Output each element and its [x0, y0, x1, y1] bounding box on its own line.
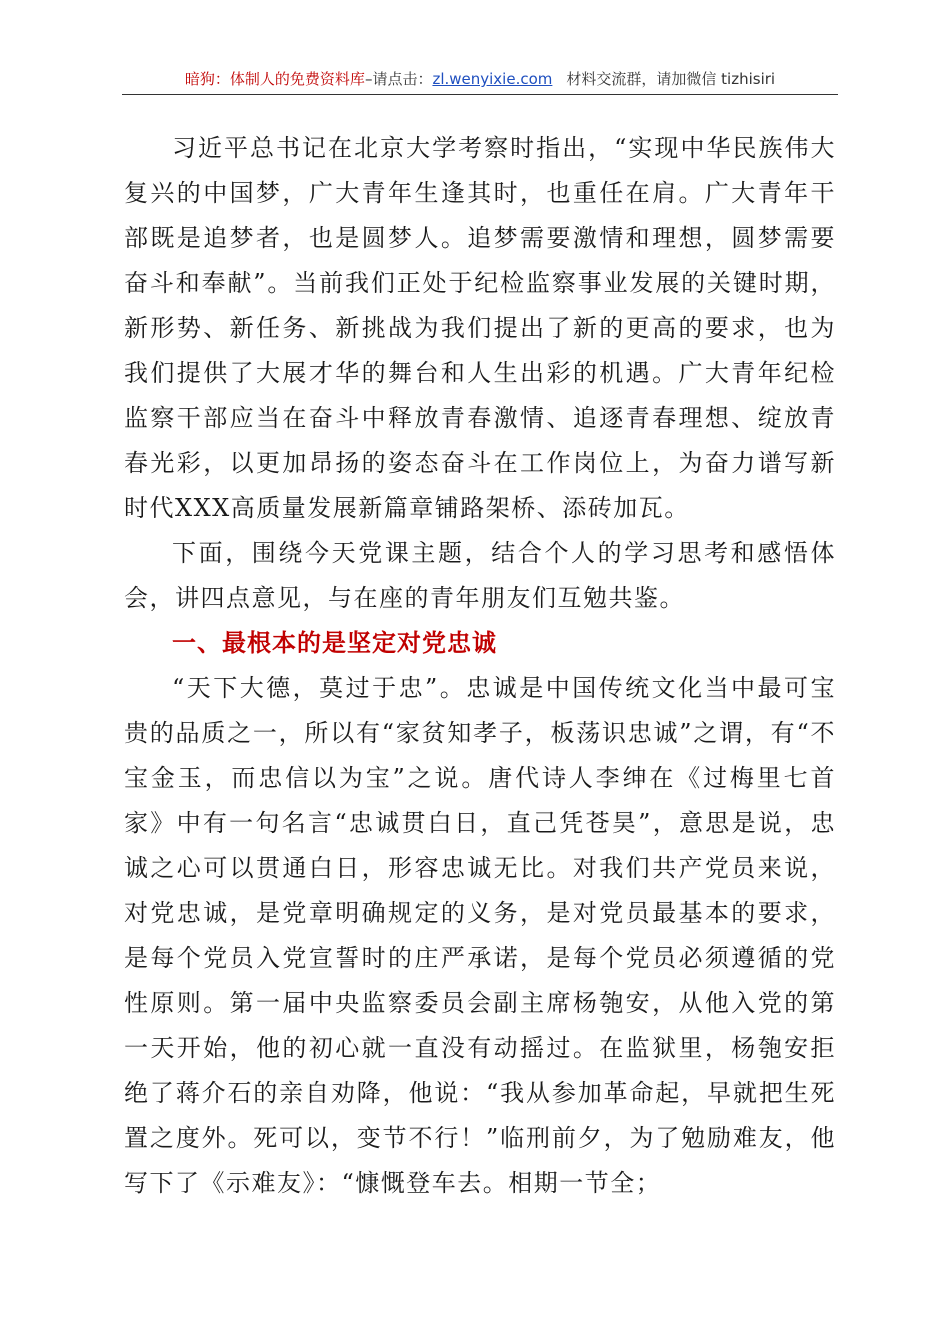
- header-prompt: –请点击：: [364, 70, 433, 88]
- paragraph-outline: 下面，围绕今天党课主题，结合个人的学习思考和感悟体会，讲四点意见，与在座的青年朋友们互勉共鉴。: [124, 539, 836, 612]
- header-brand: 暗狗：体制人的免费资料库: [184, 70, 365, 88]
- paragraph-loyalty: “天下大德，莫过于忠”。忠诚是中国传统文化当中最可宝贵的品质之一，所以有“家贫知孝子，板荡识忠诚”之谓，有“不宝金玉，而忠信以为宝”之说。唐代诗人李绅在《过梅里七首家》中有一句名言“忠诚贯白日，直己凭苍昊”，意思是说，忠诚之心可以贯通白日，形容忠诚无比。对我们共产党员来说，对党忠诚，是党章明确规定的义务，是对党员最基本的要求，是每个党员入党宣誓时的庄严承诺，是每个党员必须遵循的党性原则。第一届中央监察委员会副主席杨匏安，从他入党的第一天开始，他的初心就一直没有动摇过。在监狱里，杨匏安拒绝了蒋介石的亲自劝降，他说：“我从参加革命起，早就把生死置之度外。死可以，变节不行！”临刑前夕，为了勉励难友，他写下了《示难友》：“慷慨登车去。相期一节全；: [124, 674, 836, 1197]
- section-heading-1: 一、最根本的是坚定对党忠诚: [172, 629, 497, 657]
- paragraph-intro: 习近平总书记在北京大学考察时指出，“实现中华民族伟大复兴的中国梦，广大青年生逢其时，也重任在肩。广大青年干部既是追梦者，也是圆梦人。追梦需要激情和理想，圆梦需要奋斗和奉献”。当前我们正处于纪检监察事业发展的关键时期，新形势、新任务、新挑战为我们提出了新的更高的要求，也为我们提供了大展才华的舞台和人生出彩的机遇。广大青年纪检监察干部应当在奋斗中释放青春激情、追逐青春理想、绽放青春光彩，以更加昂扬的姿态奋斗在工作岗位上，为奋力谱写新时代XXX高质量发展新篇章铺路架桥、添砖加瓦。: [124, 134, 836, 522]
- header-group-note: 材料交流群，请加微信 tizhisiri: [566, 70, 776, 88]
- page-header: [122, 66, 838, 95]
- header-link[interactable]: zl.wenyixie.com: [432, 70, 553, 88]
- document-body: [124, 126, 836, 1206]
